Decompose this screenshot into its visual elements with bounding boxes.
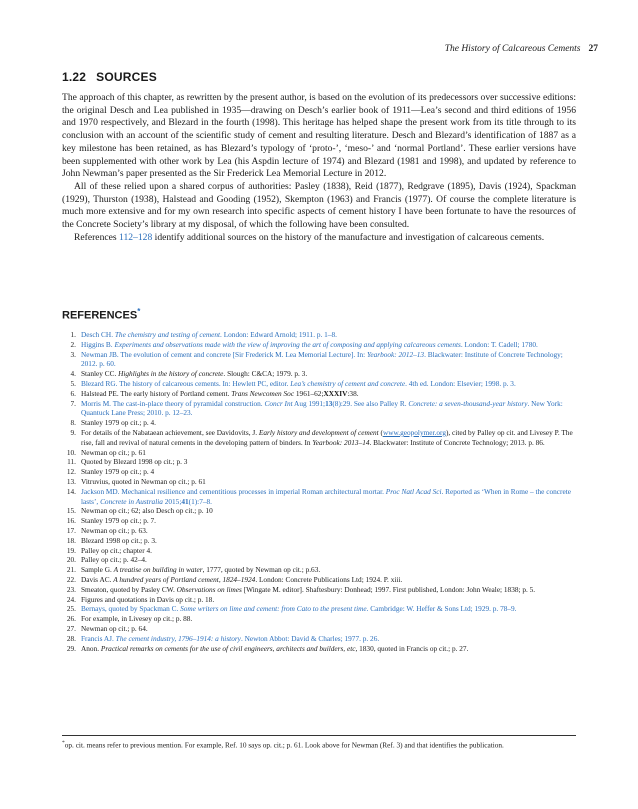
reference-segment: [Wingate M. editor]. Shaftesbury: Donhead; 1997. First published, London: John Weale; 1838; p. 5. [241, 584, 536, 594]
reference-segment: Morris M. The cast-in-place theory of pyramidal construction. [81, 398, 265, 408]
reference-segment: Vitruvius, quoted in Newman op cit.; p. 61 [81, 476, 206, 486]
reference-segment: Concrete in Australia [100, 496, 163, 506]
reference-segment: Early history and development of cement [258, 427, 379, 437]
reference-number: 26. [66, 614, 76, 624]
references-footnote-marker[interactable]: * [137, 307, 141, 316]
body-paragraph-3 [62, 232, 576, 245]
reference-text [81, 467, 154, 476]
reference-number: 28. [66, 633, 76, 643]
reference-segment: Aug 1991; [292, 398, 326, 408]
body-paragraph-1: The approach of this chapter, as rewritten by the present author, is based on the evolution of its predecessors over successive editions: the original Desch and Lea published in 1935—drawing on Desch’s earlier book of 1911—Lea’s second and third editions of 1956 and 1970 respectively, and Blezard in the fourth (1998). This heritage has helped shape the present work from its title through to its conclusion with an account of the scientific study of cement and resulting literature. Desch and Blezard’s identification of 1887 as a key milestone has been retained, as has Blezard’s typology of ‘proto-’, ‘meso-’ and ‘normal Portland’. These earlier versions have been supplemented with other work by Lea (his Aspdin lecture of 1974) and Blezard (1981 and 1998), and updated by reference to John Newman’s paper presented as the Sir Frederick Lea Memorial Lecture in 2012. [62, 92, 576, 180]
reference-segment: Concr Int [264, 398, 293, 408]
reference-segment: . New York: Quantuck Lane Press; 2010. p. 12–23. [81, 398, 563, 418]
section-number: 1.22 [62, 70, 87, 84]
reference-item [62, 399, 576, 419]
reference-number: 23. [66, 584, 76, 594]
reference-text [81, 585, 535, 594]
reference-list [62, 330, 576, 653]
reference-text [81, 457, 187, 466]
reference-segment: Concrete: a seven-thousand-year history [408, 398, 528, 408]
reference-segment: Higgins B. [81, 339, 115, 349]
section-title: SOURCES [96, 70, 157, 84]
section-body [62, 92, 576, 244]
reference-link[interactable] [81, 350, 563, 369]
reference-segment: Halstead PE. The early history of Portland cement. [81, 388, 232, 398]
reference-segment: Davis AC. [81, 574, 114, 584]
refs-para-end: identify additional sources on the history of the manufacture and investigation of calcareous cements. [152, 231, 545, 243]
reference-item [62, 575, 576, 585]
reference-segment: (8):29. See also Palley R. [332, 398, 409, 408]
reference-segment: Observations on limes [176, 584, 242, 594]
reference-number: 18. [66, 535, 76, 545]
reference-item [62, 457, 576, 467]
reference-item [62, 467, 576, 477]
reference-item [62, 585, 576, 595]
reference-number: 11. [67, 457, 76, 467]
reference-segment: Blezard RG. The history of calcareous cements. In: Hewlett PC, editor. [81, 378, 291, 388]
reference-number: 15. [66, 506, 76, 516]
reference-segment: Some writers on lime and cement: from Cato to the present time [180, 604, 367, 614]
reference-segment: ), cited by Palley op cit. and Livesey P. The rise, fall and revival of natural cements in the developing pattern of binders. In [81, 427, 573, 447]
reference-segment: . Blackwater: Institute of Concrete Technology; 2013. p. 86. [369, 437, 545, 447]
reference-number: 13. [66, 476, 76, 486]
reference-segment: Blezard 1998 op cit.; p. 3. [81, 535, 157, 545]
reference-item [62, 526, 576, 536]
running-header [445, 44, 598, 54]
reference-text [81, 565, 320, 574]
reference-segment: Stanley 1979 op cit.; p. 4 [81, 467, 155, 477]
reference-number: 3. [70, 349, 76, 359]
reference-segment: Quoted by Blezard 1998 op cit.; p. 3 [81, 457, 188, 467]
reference-segment: Yearbook: 2013–14 [312, 437, 370, 447]
reference-segment: . Slough: C&CA; 1979. p. 3. [223, 369, 308, 379]
reference-item [62, 506, 576, 516]
running-header-title: The History of Calcareous Cements [444, 44, 581, 54]
reference-item [62, 350, 576, 370]
reference-item [62, 340, 576, 350]
reference-number: 29. [66, 643, 76, 653]
reference-segment: For details of the Nabataean achievement, see Davidovits, J. [81, 427, 259, 437]
reference-segment: Newman op cit.; p. 61 [81, 447, 146, 457]
reference-segment: , 1777, quoted by Newman op cit.; p.63. [202, 565, 321, 575]
reference-text [81, 644, 468, 653]
reference-text [81, 516, 156, 525]
reference-segment: Newman op cit.; p. 64. [81, 623, 148, 633]
reference-text [81, 389, 359, 398]
reference-segment: . 4th ed. London: Elsevier; 1998. p. 3. [405, 378, 516, 388]
reference-number: 16. [66, 516, 76, 526]
reference-number: 19. [66, 545, 76, 555]
reference-number: 20. [66, 555, 76, 565]
reference-item [62, 448, 576, 458]
reference-segment: 2015; [162, 496, 182, 506]
reference-number: 14. [66, 486, 76, 496]
reference-segment: . Newton Abbot: David & Charles; 1977. p. 26. [240, 633, 380, 643]
reference-number: 22. [66, 574, 76, 584]
reference-segment: 13 [325, 398, 333, 408]
reference-link[interactable] [81, 399, 563, 418]
reference-segment: Lea’s chemistry of cement and concrete [290, 378, 406, 388]
reference-segment: Bernays, quoted by Spackman C. [81, 604, 181, 614]
reference-number: 17. [66, 525, 76, 535]
reference-text [81, 614, 192, 623]
reference-segment: Newman JB. The evolution of cement and concrete [Sir Frederick M. Lea Memorial Lecture]. In: [81, 349, 367, 359]
reference-segment: Stanley 1979 op cit.; p. 4. [81, 418, 156, 428]
reference-segment: . London: Concrete Publications Ltd; 1924. P. xiii. [255, 574, 403, 584]
reference-segment: Figures and quotations in Davis op cit.; p. 18. [81, 594, 215, 604]
reference-item [62, 555, 576, 565]
reference-item [62, 516, 576, 526]
reference-link[interactable] [81, 487, 571, 506]
footnote-marker: * [62, 740, 65, 746]
reference-segment: :38. [347, 388, 359, 398]
reference-segment: Palley op cit.; p. 42–4. [81, 555, 147, 565]
footnote-divider [62, 735, 576, 736]
reference-item [62, 418, 576, 428]
reference-item [62, 487, 576, 507]
reference-number: 8. [70, 418, 76, 428]
reference-segment: . Blackwater: Institute of Concrete Technology; 2012. p. 60. [81, 349, 563, 369]
reference-link[interactable] [81, 634, 379, 643]
reference-item [62, 565, 576, 575]
reference-segment: Francis AJ. [81, 633, 116, 643]
reference-text [81, 428, 573, 447]
reference-text [81, 369, 307, 378]
reference-number: 27. [66, 623, 76, 633]
reference-text [81, 418, 156, 427]
reference-segment: Jackson MD. Mechanical resilience and cementitious processes in imperial Roman architectural mortar. [81, 486, 386, 496]
reference-segment: Experiments and observations made with the view of improving the art of composing and applying calcareous cements [114, 339, 461, 349]
reference-text [81, 595, 214, 604]
reference-segment: . London: Edward Arnold; 1911. p. 1–8. [220, 330, 337, 339]
reference-item [62, 604, 576, 614]
reference-item [62, 369, 576, 379]
reference-segment: The chemistry and testing of cement [114, 330, 221, 339]
reference-segment: (1):7–8. [188, 496, 212, 506]
reference-number: 5. [70, 378, 76, 388]
reference-segment: A hundred years of Portland cement, 1824–1924 [113, 574, 256, 584]
references-heading [62, 307, 140, 322]
reference-segment: Palley op cit.; chapter 4. [81, 545, 152, 555]
reference-segment: . Cambridge: W. Heffer & Sons Ltd; 1929. p. 78–9. [366, 604, 517, 614]
reference-segment: Highlights in the history of concrete [118, 369, 224, 379]
reference-text [81, 546, 152, 555]
reference-segment: XXXIV [323, 388, 348, 398]
reference-number: 4. [70, 369, 76, 379]
footnote [62, 739, 576, 750]
reference-segment: A treatise on building in water [113, 565, 203, 575]
reference-segment: Sample G. [81, 565, 114, 575]
reference-item [62, 634, 576, 644]
reference-segment: . Reported as ‘When in Rome – the concrete lasts’, [81, 486, 571, 506]
reference-number: 2. [70, 339, 76, 349]
reference-text [81, 555, 147, 564]
reference-number: 21. [66, 565, 76, 575]
reference-segment: For example, in Livesey op cit.; p. 88. [81, 614, 193, 624]
reference-segment: Newman op cit.; p. 63. [81, 525, 148, 535]
page-number: 27 [588, 44, 598, 54]
reference-segment: Trans Newcomen Soc [231, 388, 295, 398]
url-link[interactable]: www.geopolymer.org [382, 427, 446, 437]
reference-link[interactable] [81, 330, 337, 339]
reference-item [62, 389, 576, 399]
reference-link[interactable] [81, 340, 538, 349]
reference-number: 24. [66, 594, 76, 604]
reference-number: 7. [70, 398, 76, 408]
reference-number: 1. [70, 330, 76, 339]
reference-segment: . London: T. Cadell; 1780. [460, 339, 538, 349]
refs-para-start: References [74, 231, 120, 243]
reference-segment: Yearbook: 2012–13 [366, 349, 425, 359]
reference-segment: Anon. [81, 643, 101, 653]
section-heading [62, 70, 157, 84]
refs-range-link[interactable]: 112–128 [119, 231, 153, 243]
reference-number: 6. [70, 388, 76, 398]
reference-item [62, 477, 576, 487]
reference-item [62, 595, 576, 605]
reference-item [62, 330, 576, 340]
reference-segment: 41 [181, 496, 189, 506]
reference-item [62, 644, 576, 654]
reference-link[interactable] [81, 604, 517, 613]
reference-text [81, 448, 146, 457]
reference-item [62, 546, 576, 556]
reference-text [81, 624, 148, 633]
reference-segment: Desch CH. [81, 330, 115, 339]
reference-segment: The cement industry, 1796–1914: a history [115, 633, 241, 643]
reference-item [62, 536, 576, 546]
reference-item [62, 428, 576, 448]
reference-segment: Smeaton, quoted by Pasley CW. [81, 584, 177, 594]
reference-item [62, 624, 576, 634]
reference-number: 12. [66, 467, 76, 477]
reference-segment: Practical remarks on cements for the use of civil engineers, architects and builders, etc [100, 643, 356, 653]
reference-number: 10. [66, 447, 76, 457]
reference-item [62, 614, 576, 624]
reference-number: 25. [66, 604, 76, 614]
reference-segment: , 1830, quoted in Francis op cit.; p. 27. [355, 643, 469, 653]
reference-segment: ( [378, 427, 383, 437]
reference-text [81, 477, 206, 486]
reference-segment: Newman op cit.; 62; also Desch op cit.; p. 10 [81, 506, 213, 516]
reference-text [81, 575, 402, 584]
references-heading-text: REFERENCES [62, 309, 138, 322]
reference-segment: Proc Natl Acad Sci [385, 486, 442, 496]
reference-number: 9. [70, 427, 76, 437]
footnote-text: op. cit. means refer to previous mention. For example, Ref. 10 says op. cit.; p. 61. Look above for Newman (Ref. 3) and that identifies the publication. [64, 740, 504, 750]
reference-link[interactable] [81, 379, 516, 388]
reference-text [81, 506, 213, 515]
reference-item [62, 379, 576, 389]
reference-text [81, 536, 157, 545]
body-paragraph-2: All of these relied upon a shared corpus of authorities: Pasley (1838), Reid (1877), Redgrave (1895), Davis (1924), Spackman (1929), Thurston (1938), Halstead and Gooding (1952), Skempton (1963) and Francis (1977). Of course the complete literature is much more extensive and for my own research into specific aspects of cement history I have been fortunate to have the resources of the Concrete Society’s library at my disposal, of which the following have been consulted. [62, 180, 576, 231]
reference-text [81, 526, 148, 535]
reference-segment: Stanley 1979 op cit.; p. 7. [81, 516, 156, 526]
reference-segment: Stanley CC. [81, 369, 119, 379]
reference-segment: 1961–62; [294, 388, 324, 398]
